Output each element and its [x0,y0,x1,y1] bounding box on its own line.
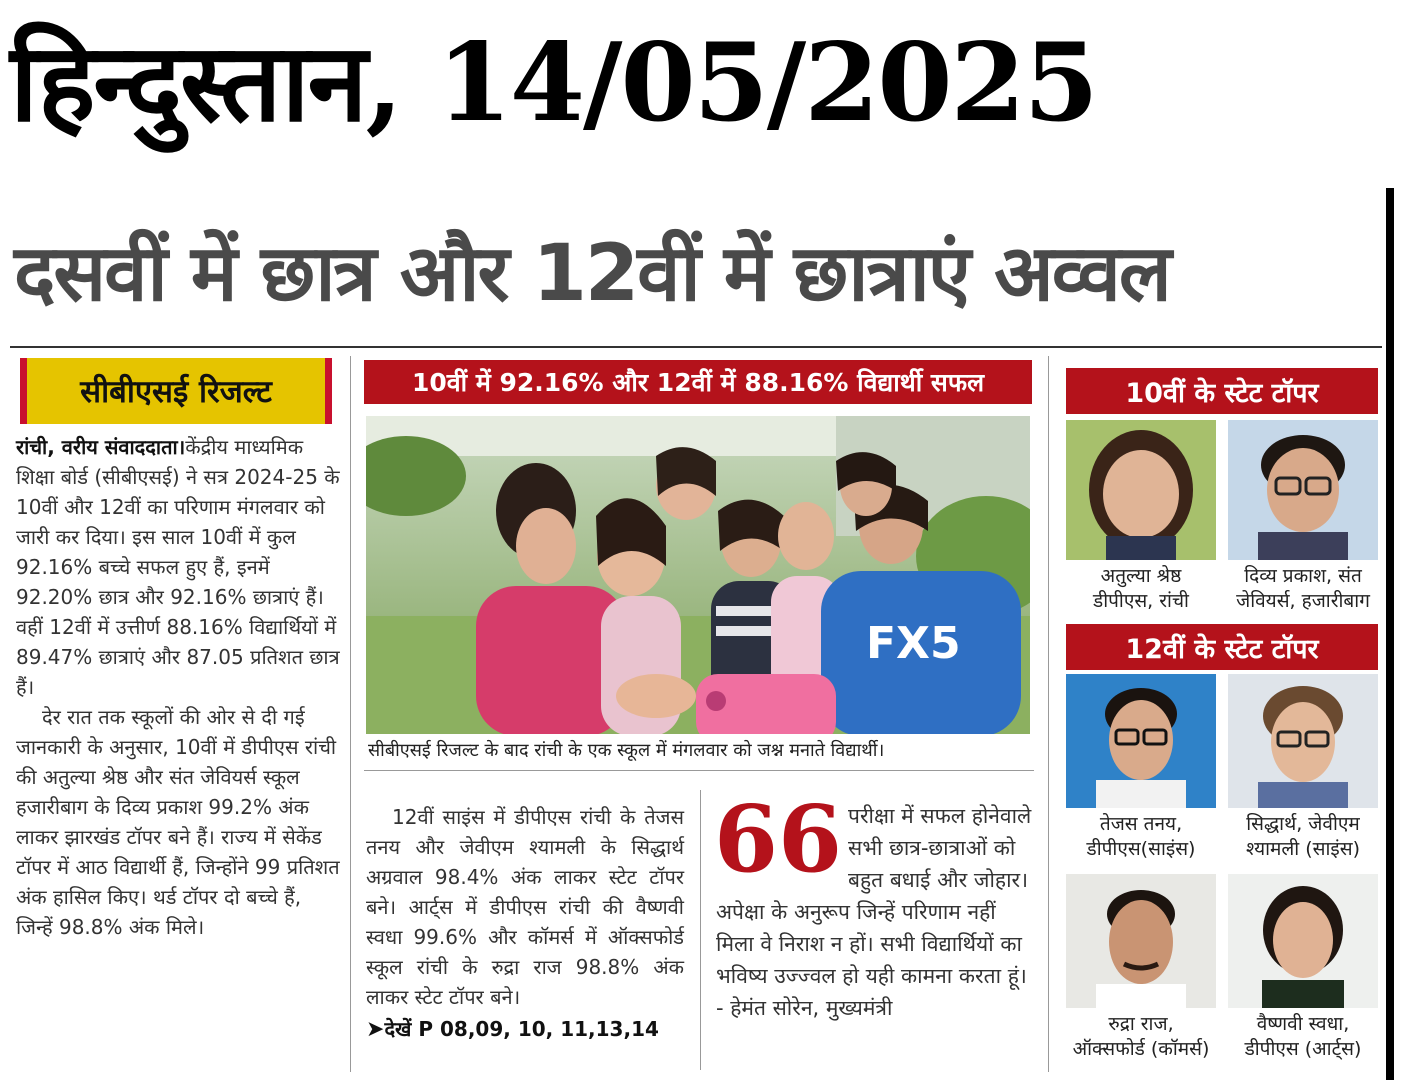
topper-school: जेवियर्स, हजारीबाग [1236,590,1370,612]
middle-article-text: 12वीं साइंस में डीपीएस रांची के तेजस तनय और जेवीएम श्यामली के सिद्धार्थ अग्रवाल 98.4% अंक लाकर स्टेट टॉपर बने। आर्ट्स में डीपीएस रांची की वैष्णवी स्वधा 99.6% और कॉमर्स में ऑक्सफोर्ड स्कूल रांची के रुद्रा राज 98.8% अंक लाकर स्टेट टॉपर बने। [366,805,684,1009]
portrait-girl-illustration [1066,420,1216,560]
celebration-photo [366,416,1030,734]
topper-school: ऑक्सफोर्ड (कॉमर्स) [1072,1038,1210,1060]
topper-10-photo-1 [1066,420,1216,560]
topper-12-photo-3 [1066,874,1216,1008]
topper-12-caption-3 [1058,1012,1224,1062]
toppers-12-title: 12वीं के स्टेट टॉपर [1066,624,1378,670]
topper-12-caption-2 [1220,812,1386,862]
quote-mark-icon: 66 [714,785,843,893]
headline-divider [10,346,1382,348]
see-pages-reference: ➤देखें P 08,09, 10, 11,13,14 [366,1017,659,1042]
topper-school: डीपीएस, रांची [1093,590,1189,612]
topper-name: अतुल्या श्रेष्ठ [1100,565,1182,587]
article-paragraph-2: देर रात तक स्कूलों की ओर से दी गई जानकारी के अनुसार, 10वीं में डीपीएस रांची की अतुल्या श्रेष्ठ और संत जेवियर्स स्कूल हजारीबाग के दिव्य प्रकाश 99.2% अंक लाकर झारखंड टॉपर बने हैं। राज्य में सेकेंड टॉपर में आठ विद्यार्थी हैं, जिन्होंने 99 प्रतिशत अंक हासिल किए। थर्ड टॉपर दो बच्चे हैं, जिन्हें 98.8% अंक मिले। [16,705,340,939]
photo-caption: सीबीएसई रिजल्ट के बाद रांची के एक स्कूल में मंगलवार को जश्न मनाते विद्यार्थी। [368,740,885,761]
celebration-photo-illustration [366,416,1030,734]
left-article-column [16,432,342,942]
toppers-10-title: 10वीं के स्टेट टॉपर [1066,368,1378,414]
right-border-rule [1386,188,1394,1080]
shirt-print: FX5 [866,618,961,669]
topper-school: श्यामली (साइंस) [1246,838,1360,860]
portrait-boy-illustration [1066,874,1216,1008]
topper-name: तेजस तनय, [1099,813,1183,835]
topper-10-caption-1 [1058,564,1224,614]
photo-section-title: 10वीं में 92.16% और 12वीं में 88.16% विद्यार्थी सफल [364,360,1032,404]
see-pages-text: देखें P 08,09, 10, 11,13,14 [384,1017,659,1041]
topper-12-photo-1 [1066,674,1216,808]
column-divider-1 [350,356,351,1072]
topper-name: वैष्णवी स्वधा, [1256,1013,1350,1035]
caption-divider [364,770,1034,771]
topper-school: डीपीएस(साइंस) [1086,838,1196,860]
topper-12-caption-4 [1220,1012,1386,1062]
topper-10-photo-2 [1228,420,1378,560]
dateline: रांची, वरीय संवाददाता। [16,435,186,459]
topper-school: डीपीएस (आर्ट्स) [1244,1038,1362,1060]
middle-article-column [366,802,684,1045]
portrait-boy-illustration [1228,420,1378,560]
masthead: हिन्दुस्तान, 14/05/2025 [10,20,1097,146]
topper-10-caption-2 [1220,564,1386,614]
topper-name: सिद्धार्थ, जेवीएम [1246,813,1360,835]
topper-12-photo-4 [1228,874,1378,1008]
chief-minister-quote [714,785,1034,1024]
portrait-boy-illustration [1228,674,1378,808]
topper-name: रुद्रा राज, [1108,1013,1174,1035]
column-divider-2 [700,790,701,1070]
topper-name: दिव्य प्रकाश, संत [1244,565,1362,587]
topper-12-caption-1 [1058,812,1224,862]
portrait-girl-illustration [1228,874,1378,1008]
quote-text: परीक्षा में सफल होनेवाले सभी छात्र-छात्राओं को बहुत बधाई और जोहार। अपेक्षा के अनुरूप जिन्हें परिणाम नहीं मिला वे निराश न हों। सभी विद्यार्थियों का भविष्य उज्ज्वल हो यही कामना करता हूं। - हेमंत सोरेन, मुख्यमंत्री [716,804,1032,1020]
article-paragraph-1: केंद्रीय माध्यमिक शिक्षा बोर्ड (सीबीएसई) ने सत्र 2024-25 के 10वीं और 12वीं का परिणाम मंगलवार को जारी कर दिया। इस साल 10वीं में कुल 92.16% बच्चे सफल हुए हैं, इनमें 92.20% छात्र और 92.16% छात्राएं हैं। वहीं 12वीं में उत्तीर्ण 88.16% विद्यार्थियों में 89.47% छात्राएं और 87.05 प्रतिशत छात्र हैं। [16,435,340,699]
portrait-boy-illustration [1066,674,1216,808]
section-badge: सीबीएसई रिजल्ट [20,358,332,424]
column-divider-3 [1048,356,1049,1072]
headline: दसवीं में छात्र और 12वीं में छात्राएं अव्वल [14,229,1170,319]
topper-12-photo-2 [1228,674,1378,808]
